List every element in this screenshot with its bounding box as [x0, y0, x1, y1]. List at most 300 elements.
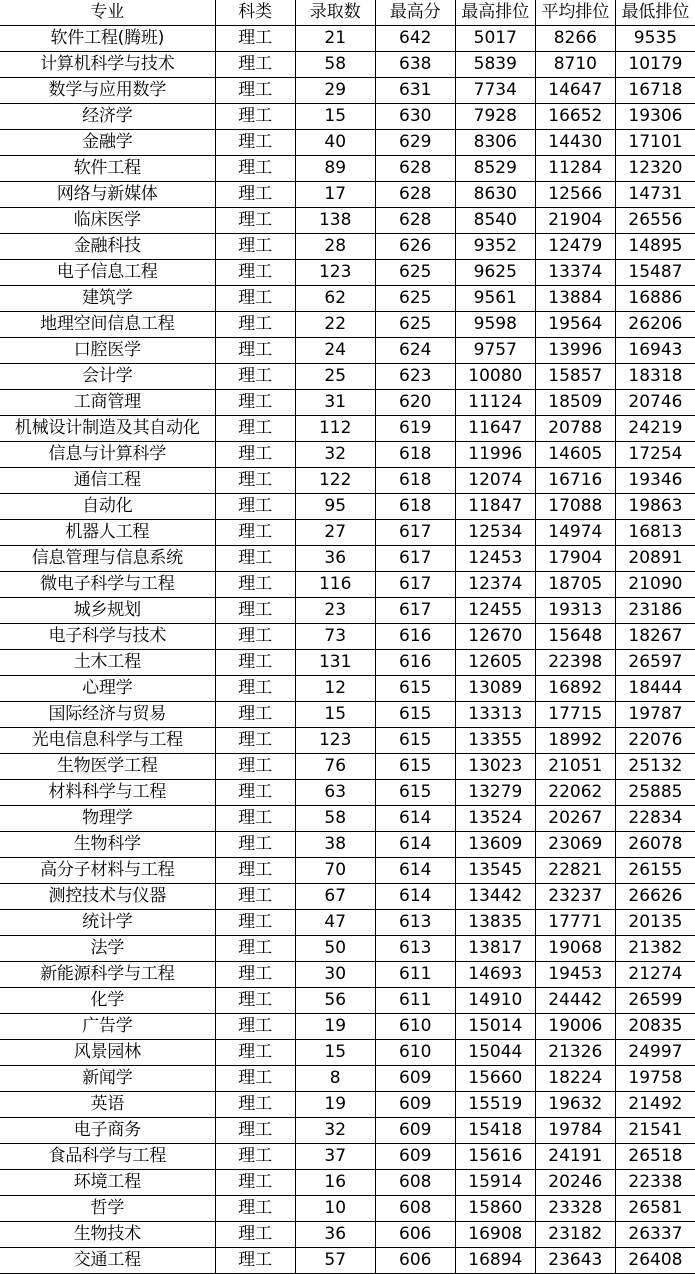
category-cell: 理工	[215, 52, 295, 78]
avg-rank-cell: 18992	[535, 728, 615, 754]
lowest-rank-cell: 18444	[615, 676, 695, 702]
major-cell: 工商管理	[0, 390, 215, 416]
table-row	[0, 598, 695, 624]
lowest-rank-cell: 22834	[615, 806, 695, 832]
top-rank-cell: 9598	[455, 312, 535, 338]
header-lowest-rank: 最低排位	[615, 0, 695, 26]
table-row	[0, 1040, 695, 1066]
admitted-count-cell: 17	[295, 182, 375, 208]
top-rank-cell: 15616	[455, 1144, 535, 1170]
lowest-rank-cell: 21090	[615, 572, 695, 598]
top-rank-cell: 13279	[455, 780, 535, 806]
max-score-cell: 617	[375, 572, 455, 598]
avg-rank-cell: 14605	[535, 442, 615, 468]
admitted-count-cell: 123	[295, 728, 375, 754]
category-cell: 理工	[215, 1196, 295, 1222]
top-rank-cell: 8306	[455, 130, 535, 156]
category-cell: 理工	[215, 1144, 295, 1170]
header-admitted-count: 录取数	[295, 0, 375, 26]
major-cell: 城乡规划	[0, 598, 215, 624]
admitted-count-cell: 47	[295, 910, 375, 936]
avg-rank-cell: 16652	[535, 104, 615, 130]
admitted-count-cell: 12	[295, 676, 375, 702]
table-row	[0, 156, 695, 182]
category-cell: 理工	[215, 1066, 295, 1092]
admitted-count-cell: 15	[295, 104, 375, 130]
category-cell: 理工	[215, 858, 295, 884]
table-row	[0, 78, 695, 104]
top-rank-cell: 12605	[455, 650, 535, 676]
category-cell: 理工	[215, 624, 295, 650]
major-cell: 通信工程	[0, 468, 215, 494]
lowest-rank-cell: 16718	[615, 78, 695, 104]
max-score-cell: 609	[375, 1092, 455, 1118]
top-rank-cell: 11847	[455, 494, 535, 520]
table-row	[0, 702, 695, 728]
top-rank-cell: 13835	[455, 910, 535, 936]
avg-rank-cell: 18509	[535, 390, 615, 416]
top-rank-cell: 7928	[455, 104, 535, 130]
admitted-count-cell: 62	[295, 286, 375, 312]
avg-rank-cell: 12479	[535, 234, 615, 260]
top-rank-cell: 11647	[455, 416, 535, 442]
category-cell: 理工	[215, 312, 295, 338]
major-cell: 法学	[0, 936, 215, 962]
header-row	[0, 0, 695, 26]
avg-rank-cell: 17715	[535, 702, 615, 728]
admitted-count-cell: 73	[295, 624, 375, 650]
max-score-cell: 614	[375, 832, 455, 858]
top-rank-cell: 15418	[455, 1118, 535, 1144]
top-rank-cell: 13817	[455, 936, 535, 962]
table-row	[0, 1222, 695, 1248]
top-rank-cell: 12074	[455, 468, 535, 494]
admitted-count-cell: 57	[295, 1248, 375, 1274]
table-row	[0, 572, 695, 598]
category-cell: 理工	[215, 494, 295, 520]
admitted-count-cell: 37	[295, 1144, 375, 1170]
max-score-cell: 606	[375, 1248, 455, 1274]
table-row	[0, 910, 695, 936]
table-row	[0, 1144, 695, 1170]
avg-rank-cell: 17088	[535, 494, 615, 520]
category-cell: 理工	[215, 442, 295, 468]
top-rank-cell: 15519	[455, 1092, 535, 1118]
category-cell: 理工	[215, 1092, 295, 1118]
table-row	[0, 416, 695, 442]
table-row	[0, 624, 695, 650]
category-cell: 理工	[215, 182, 295, 208]
major-cell: 口腔医学	[0, 338, 215, 364]
category-cell: 理工	[215, 390, 295, 416]
top-rank-cell: 13355	[455, 728, 535, 754]
lowest-rank-cell: 21274	[615, 962, 695, 988]
admitted-count-cell: 15	[295, 1040, 375, 1066]
lowest-rank-cell: 19346	[615, 468, 695, 494]
major-cell: 自动化	[0, 494, 215, 520]
lowest-rank-cell: 14731	[615, 182, 695, 208]
major-cell: 电子商务	[0, 1118, 215, 1144]
category-cell: 理工	[215, 754, 295, 780]
major-cell: 生物技术	[0, 1222, 215, 1248]
max-score-cell: 642	[375, 26, 455, 52]
admitted-count-cell: 36	[295, 546, 375, 572]
avg-rank-cell: 22062	[535, 780, 615, 806]
avg-rank-cell: 18705	[535, 572, 615, 598]
max-score-cell: 615	[375, 780, 455, 806]
max-score-cell: 638	[375, 52, 455, 78]
major-cell: 心理学	[0, 676, 215, 702]
table-row	[0, 806, 695, 832]
header-max-score: 最高分	[375, 0, 455, 26]
lowest-rank-cell: 25132	[615, 754, 695, 780]
table-row	[0, 1196, 695, 1222]
lowest-rank-cell: 24219	[615, 416, 695, 442]
max-score-cell: 623	[375, 364, 455, 390]
category-cell: 理工	[215, 546, 295, 572]
top-rank-cell: 12453	[455, 546, 535, 572]
max-score-cell: 613	[375, 936, 455, 962]
admitted-count-cell: 21	[295, 26, 375, 52]
major-cell: 地理空间信息工程	[0, 312, 215, 338]
admitted-count-cell: 16	[295, 1170, 375, 1196]
major-cell: 测控技术与仪器	[0, 884, 215, 910]
admitted-count-cell: 67	[295, 884, 375, 910]
avg-rank-cell: 19313	[535, 598, 615, 624]
top-rank-cell: 8540	[455, 208, 535, 234]
table-row	[0, 650, 695, 676]
category-cell: 理工	[215, 104, 295, 130]
category-cell: 理工	[215, 208, 295, 234]
category-cell: 理工	[215, 780, 295, 806]
header-major: 专业	[0, 0, 215, 26]
lowest-rank-cell: 19863	[615, 494, 695, 520]
table-row	[0, 364, 695, 390]
header-top-rank: 最高排位	[455, 0, 535, 26]
top-rank-cell: 13089	[455, 676, 535, 702]
table-row	[0, 546, 695, 572]
lowest-rank-cell: 20135	[615, 910, 695, 936]
table-row	[0, 1118, 695, 1144]
top-rank-cell: 13023	[455, 754, 535, 780]
max-score-cell: 631	[375, 78, 455, 104]
max-score-cell: 629	[375, 130, 455, 156]
top-rank-cell: 14693	[455, 962, 535, 988]
max-score-cell: 615	[375, 676, 455, 702]
top-rank-cell: 11124	[455, 390, 535, 416]
admitted-count-cell: 19	[295, 1092, 375, 1118]
category-cell: 理工	[215, 416, 295, 442]
major-cell: 交通工程	[0, 1248, 215, 1274]
table-row	[0, 884, 695, 910]
major-cell: 材料科学与工程	[0, 780, 215, 806]
header-avg-rank: 平均排位	[535, 0, 615, 26]
top-rank-cell: 15044	[455, 1040, 535, 1066]
lowest-rank-cell: 12320	[615, 156, 695, 182]
avg-rank-cell: 19784	[535, 1118, 615, 1144]
avg-rank-cell: 20788	[535, 416, 615, 442]
table-row	[0, 1092, 695, 1118]
major-cell: 土木工程	[0, 650, 215, 676]
major-cell: 软件工程(腾班)	[0, 26, 215, 52]
admitted-count-cell: 56	[295, 988, 375, 1014]
max-score-cell: 614	[375, 858, 455, 884]
max-score-cell: 626	[375, 234, 455, 260]
category-cell: 理工	[215, 936, 295, 962]
avg-rank-cell: 24191	[535, 1144, 615, 1170]
category-cell: 理工	[215, 884, 295, 910]
category-cell: 理工	[215, 910, 295, 936]
major-cell: 光电信息科学与工程	[0, 728, 215, 754]
major-cell: 机械设计制造及其自动化	[0, 416, 215, 442]
top-rank-cell: 11996	[455, 442, 535, 468]
top-rank-cell: 9352	[455, 234, 535, 260]
lowest-rank-cell: 10179	[615, 52, 695, 78]
avg-rank-cell: 16716	[535, 468, 615, 494]
major-cell: 国际经济与贸易	[0, 702, 215, 728]
avg-rank-cell: 14647	[535, 78, 615, 104]
admitted-count-cell: 38	[295, 832, 375, 858]
max-score-cell: 617	[375, 546, 455, 572]
category-cell: 理工	[215, 1014, 295, 1040]
max-score-cell: 617	[375, 520, 455, 546]
major-cell: 机器人工程	[0, 520, 215, 546]
major-cell: 金融学	[0, 130, 215, 156]
table-row	[0, 520, 695, 546]
category-cell: 理工	[215, 728, 295, 754]
avg-rank-cell: 23643	[535, 1248, 615, 1274]
admitted-count-cell: 22	[295, 312, 375, 338]
category-cell: 理工	[215, 234, 295, 260]
category-cell: 理工	[215, 520, 295, 546]
table-row	[0, 130, 695, 156]
avg-rank-cell: 20246	[535, 1170, 615, 1196]
lowest-rank-cell: 22338	[615, 1170, 695, 1196]
table-row	[0, 1066, 695, 1092]
top-rank-cell: 13442	[455, 884, 535, 910]
max-score-cell: 609	[375, 1066, 455, 1092]
major-cell: 物理学	[0, 806, 215, 832]
admitted-count-cell: 31	[295, 390, 375, 416]
major-cell: 哲学	[0, 1196, 215, 1222]
avg-rank-cell: 24442	[535, 988, 615, 1014]
lowest-rank-cell: 19787	[615, 702, 695, 728]
category-cell: 理工	[215, 832, 295, 858]
top-rank-cell: 12534	[455, 520, 535, 546]
max-score-cell: 617	[375, 598, 455, 624]
max-score-cell: 618	[375, 442, 455, 468]
major-cell: 新闻学	[0, 1066, 215, 1092]
avg-rank-cell: 16892	[535, 676, 615, 702]
top-rank-cell: 16894	[455, 1248, 535, 1274]
table-row	[0, 208, 695, 234]
admitted-count-cell: 8	[295, 1066, 375, 1092]
major-cell: 统计学	[0, 910, 215, 936]
lowest-rank-cell: 16886	[615, 286, 695, 312]
table-row	[0, 494, 695, 520]
lowest-rank-cell: 20746	[615, 390, 695, 416]
category-cell: 理工	[215, 338, 295, 364]
admitted-count-cell: 95	[295, 494, 375, 520]
avg-rank-cell: 22398	[535, 650, 615, 676]
major-cell: 生物医学工程	[0, 754, 215, 780]
top-rank-cell: 9625	[455, 260, 535, 286]
max-score-cell: 615	[375, 702, 455, 728]
max-score-cell: 628	[375, 208, 455, 234]
max-score-cell: 609	[375, 1118, 455, 1144]
top-rank-cell: 13545	[455, 858, 535, 884]
avg-rank-cell: 23237	[535, 884, 615, 910]
top-rank-cell: 12374	[455, 572, 535, 598]
top-rank-cell: 13524	[455, 806, 535, 832]
lowest-rank-cell: 26599	[615, 988, 695, 1014]
avg-rank-cell: 8266	[535, 26, 615, 52]
max-score-cell: 618	[375, 494, 455, 520]
avg-rank-cell: 21051	[535, 754, 615, 780]
major-cell: 电子信息工程	[0, 260, 215, 286]
top-rank-cell: 15660	[455, 1066, 535, 1092]
category-cell: 理工	[215, 650, 295, 676]
lowest-rank-cell: 19758	[615, 1066, 695, 1092]
max-score-cell: 610	[375, 1040, 455, 1066]
lowest-rank-cell: 16813	[615, 520, 695, 546]
category-cell: 理工	[215, 988, 295, 1014]
top-rank-cell: 12670	[455, 624, 535, 650]
major-cell: 新能源科学与工程	[0, 962, 215, 988]
major-cell: 网络与新媒体	[0, 182, 215, 208]
admitted-count-cell: 122	[295, 468, 375, 494]
admitted-count-cell: 112	[295, 416, 375, 442]
max-score-cell: 614	[375, 884, 455, 910]
category-cell: 理工	[215, 702, 295, 728]
top-rank-cell: 10080	[455, 364, 535, 390]
avg-rank-cell: 19068	[535, 936, 615, 962]
lowest-rank-cell: 21541	[615, 1118, 695, 1144]
header-category: 科类	[215, 0, 295, 26]
table-row	[0, 312, 695, 338]
max-score-cell: 625	[375, 312, 455, 338]
admitted-count-cell: 28	[295, 234, 375, 260]
avg-rank-cell: 21326	[535, 1040, 615, 1066]
avg-rank-cell: 20267	[535, 806, 615, 832]
admitted-count-cell: 89	[295, 156, 375, 182]
lowest-rank-cell: 17254	[615, 442, 695, 468]
max-score-cell: 625	[375, 286, 455, 312]
admitted-count-cell: 32	[295, 1118, 375, 1144]
category-cell: 理工	[215, 364, 295, 390]
major-cell: 食品科学与工程	[0, 1144, 215, 1170]
admitted-count-cell: 36	[295, 1222, 375, 1248]
admitted-count-cell: 29	[295, 78, 375, 104]
avg-rank-cell: 17771	[535, 910, 615, 936]
lowest-rank-cell: 26556	[615, 208, 695, 234]
top-rank-cell: 15860	[455, 1196, 535, 1222]
table-row	[0, 260, 695, 286]
avg-rank-cell: 15857	[535, 364, 615, 390]
top-rank-cell: 12455	[455, 598, 535, 624]
lowest-rank-cell: 26078	[615, 832, 695, 858]
admitted-count-cell: 116	[295, 572, 375, 598]
major-cell: 化学	[0, 988, 215, 1014]
major-cell: 高分子材料与工程	[0, 858, 215, 884]
lowest-rank-cell: 26206	[615, 312, 695, 338]
admitted-count-cell: 70	[295, 858, 375, 884]
lowest-rank-cell: 26155	[615, 858, 695, 884]
major-cell: 英语	[0, 1092, 215, 1118]
top-rank-cell: 8630	[455, 182, 535, 208]
category-cell: 理工	[215, 598, 295, 624]
major-cell: 数学与应用数学	[0, 78, 215, 104]
lowest-rank-cell: 17101	[615, 130, 695, 156]
max-score-cell: 608	[375, 1196, 455, 1222]
table-row	[0, 754, 695, 780]
top-rank-cell: 15014	[455, 1014, 535, 1040]
major-cell: 会计学	[0, 364, 215, 390]
admitted-count-cell: 63	[295, 780, 375, 806]
admitted-count-cell: 50	[295, 936, 375, 962]
lowest-rank-cell: 24997	[615, 1040, 695, 1066]
lowest-rank-cell: 18318	[615, 364, 695, 390]
admitted-count-cell: 10	[295, 1196, 375, 1222]
lowest-rank-cell: 26626	[615, 884, 695, 910]
table-row	[0, 962, 695, 988]
top-rank-cell: 13609	[455, 832, 535, 858]
max-score-cell: 610	[375, 1014, 455, 1040]
max-score-cell: 625	[375, 260, 455, 286]
max-score-cell: 615	[375, 728, 455, 754]
major-cell: 生物科学	[0, 832, 215, 858]
admitted-count-cell: 58	[295, 52, 375, 78]
max-score-cell: 608	[375, 1170, 455, 1196]
table-row	[0, 104, 695, 130]
admitted-count-cell: 15	[295, 702, 375, 728]
avg-rank-cell: 17904	[535, 546, 615, 572]
avg-rank-cell: 23328	[535, 1196, 615, 1222]
category-cell: 理工	[215, 806, 295, 832]
max-score-cell: 606	[375, 1222, 455, 1248]
lowest-rank-cell: 26597	[615, 650, 695, 676]
lowest-rank-cell: 22076	[615, 728, 695, 754]
table-body	[0, 26, 695, 1274]
avg-rank-cell: 8710	[535, 52, 615, 78]
category-cell: 理工	[215, 156, 295, 182]
top-rank-cell: 15914	[455, 1170, 535, 1196]
lowest-rank-cell: 15487	[615, 260, 695, 286]
lowest-rank-cell: 26408	[615, 1248, 695, 1274]
table-row	[0, 728, 695, 754]
category-cell: 理工	[215, 26, 295, 52]
avg-rank-cell: 13996	[535, 338, 615, 364]
admitted-count-cell: 138	[295, 208, 375, 234]
table-row	[0, 858, 695, 884]
avg-rank-cell: 11284	[535, 156, 615, 182]
admitted-count-cell: 25	[295, 364, 375, 390]
table-row	[0, 832, 695, 858]
max-score-cell: 611	[375, 988, 455, 1014]
max-score-cell: 615	[375, 754, 455, 780]
avg-rank-cell: 13884	[535, 286, 615, 312]
max-score-cell: 624	[375, 338, 455, 364]
admitted-count-cell: 32	[295, 442, 375, 468]
category-cell: 理工	[215, 260, 295, 286]
major-cell: 信息管理与信息系统	[0, 546, 215, 572]
category-cell: 理工	[215, 1040, 295, 1066]
major-cell: 经济学	[0, 104, 215, 130]
table-row	[0, 26, 695, 52]
avg-rank-cell: 18224	[535, 1066, 615, 1092]
admitted-count-cell: 123	[295, 260, 375, 286]
table-row	[0, 1170, 695, 1196]
